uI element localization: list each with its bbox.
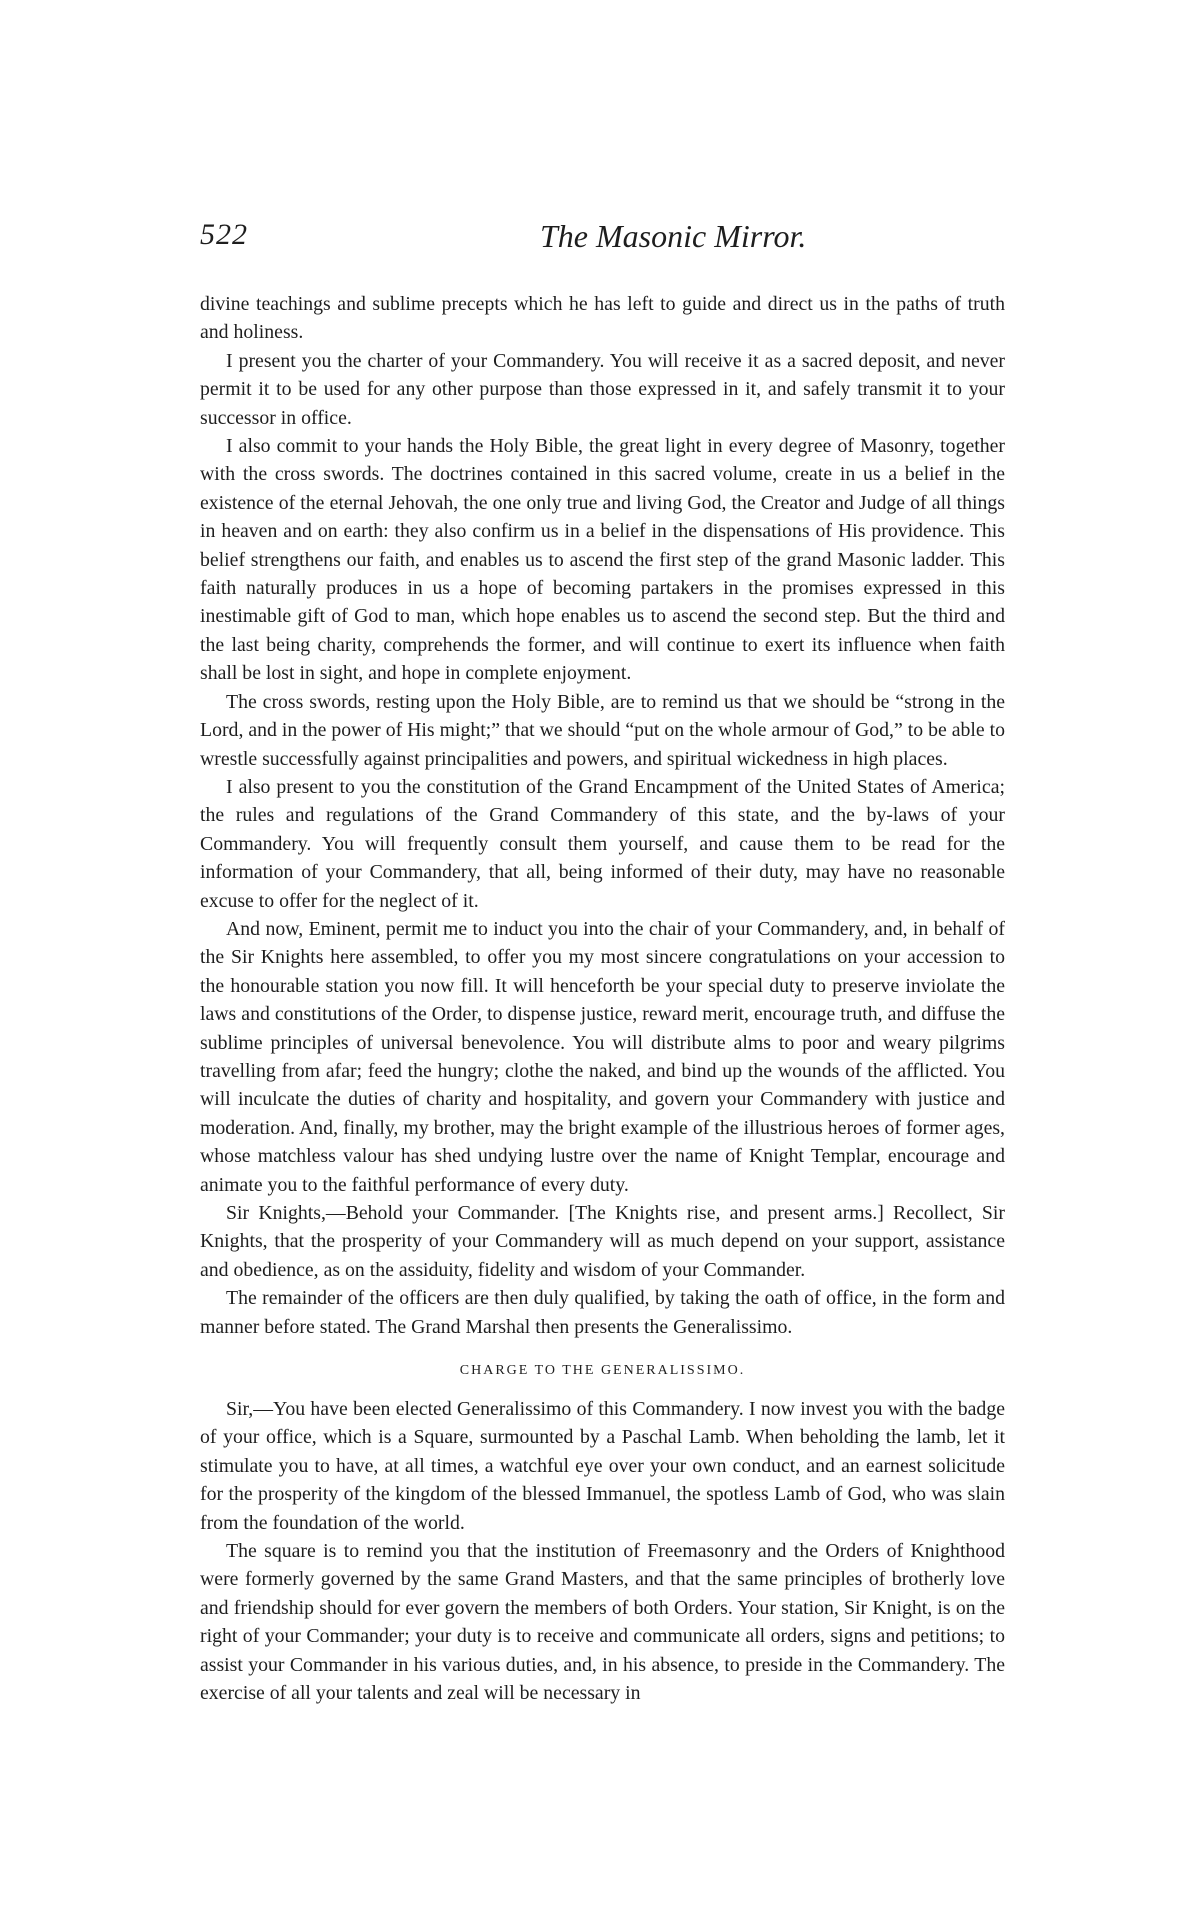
section-heading: CHARGE TO THE GENERALISSIMO.: [459, 1363, 746, 1379]
paragraph: Sir Knights,—Behold your Commander. [The Knights rise, and present arms.] Recollect, Sir Knights, that the prosperity of your Commandery will as much depend on your support, assistance and obedience, as on the assiduity, fidelity and wisdom of your Commander.: [200, 1202, 1005, 1281]
paragraph: The remainder of the officers are then duly qualified, by taking the oath of office, in the form and manner before stated. The Grand Marshal then presents the Generalissimo.: [200, 1287, 1005, 1338]
page-header: [200, 218, 1005, 278]
paragraph: I present you the charter of your Commandery. You will receive it as a sacred deposit, and never permit it to be used for any other purpose than those expressed in it, and safely transmit it to your successor in office.: [200, 349, 1005, 429]
paragraph: And now, Eminent, permit me to induct you into the chair of your Commandery, and, in behalf of the Sir Knights here assembled, to offer you my most sincere congratulations on your accession to the honourable station you now fill. It will henceforth be your special duty to preserve inviolate the laws and constitutions of the Order, to dispense justice, reward merit, encourage truth, and diffuse the sublime principles of universal benevolence. You will distribute alms to poor and weary pilgrims travelling from afar; feed the hungry; clothe the naked, and bind up the wounds of the afflicted. You will inculcate the duties of charity and hospitality, and govern your Commandery with justice and moderation. And, finally, my brother, may the bright example of the illustrious heroes of former ages, whose matchless valour has shed undying lustre over the name of Knight Templar, encourage and animate you to the faithful performance of every duty.: [200, 917, 1005, 1196]
paragraph: The cross swords, resting upon the Holy Bible, are to remind us that we should be “strong in the Lord, and in the power of His might;” that we should “put on the whole armour of God,” to be able to wrestle successfully against principalities and powers, and spiritual wickedness in high places.: [200, 690, 1005, 770]
paragraph: The square is to remind you that the institution of Freemasonry and the Orders of Knighthood were formerly governed by the same Grand Masters, and that the same principles of brotherly love and friendship should for ever govern the members of both Orders. Your station, Sir Knight, is on the right of your Commander; your duty is to receive and communicate all orders, signs and petitions; to assist your Commander in his various duties, and, in his absence, to preside in the Commandery. The exercise of all your talents and zeal will be necessary in: [200, 1540, 1005, 1705]
page-number: 522: [200, 218, 248, 251]
paragraph: I also commit to your hands the Holy Bible, the great light in every degree of Masonry, together with the cross swords. The doctrines contained in this sacred volume, create in us a belief in the existence of the eternal Jehovah, the one only true and living God, the Creator and Judge of all things in heaven and on earth: they also confirm us in a belief in the dispensations of His providence. This belief strengthens our faith, and enables us to ascend the first step of the grand Masonic ladder. This faith naturally produces in us a hope of becoming partakers in the promises expressed in this inestimable gift of God to man, which hope enables us to ascend the second step. But the third and the last being charity, comprehends the former, and will continue to exert its influence when faith shall be lost in sight, and hope in complete enjoyment.: [200, 435, 1005, 685]
paragraph: divine teachings and sublime precepts which he has left to guide and direct us in the paths of truth and holiness.: [200, 293, 1005, 344]
running-title: The Masonic Mirror.: [540, 218, 807, 254]
paragraph: Sir,—You have been elected Generalissimo of this Commandery. I now invest you with the badge of your office, which is a Square, surmounted by a Paschal Lamb. When beholding the lamb, let it stimulate you to have, at all times, a watchful eye over your own conduct, and an earnest solicitude for the prosperity of the kingdom of the blessed Immanuel, the spotless Lamb of God, who was slain from the foundation of the world.: [200, 1398, 1005, 1534]
paragraph: I also present to you the constitution of the Grand Encampment of the United States of America; the rules and regulations of the Grand Commandery of this state, and the by-laws of your Commandery. You will frequently consult them yourself, and cause them to be read for the information of your Commandery, that all, being informed of their duty, may have no reasonable excuse to offer for the neglect of it.: [200, 775, 1005, 912]
body-text: [200, 290, 1005, 1708]
